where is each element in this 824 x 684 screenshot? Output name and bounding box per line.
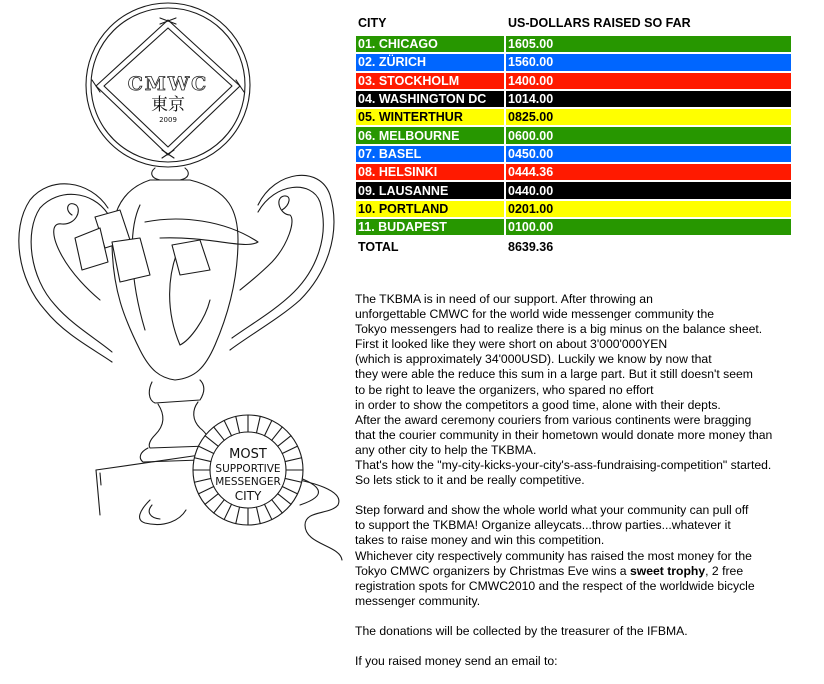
story-paragraph-intro (355, 292, 815, 488)
table-row (356, 164, 791, 180)
story-line: messenger community. (355, 593, 481, 608)
rosette-line-1: MOST (229, 447, 267, 462)
story-line: in order to show the competitors a good time, alone with their depts. (355, 397, 721, 412)
total-label: TOTAL (356, 237, 504, 255)
rosette-line-4: CITY (234, 489, 262, 503)
story-paragraph-call-to-action (355, 503, 815, 609)
city-cell: 03. STOCKHOLM (356, 73, 504, 89)
cmwc-medal (86, 3, 250, 167)
table-row (356, 73, 791, 89)
city-cell: 04. WASHINGTON DC (356, 91, 504, 107)
amount-cell: 1605.00 (506, 36, 791, 52)
story-line: Step forward and show the whole world what your community can pull off (355, 503, 749, 518)
medal-kanji-text: 東京 (151, 95, 185, 115)
medal-cmwc-text: CMWC (127, 73, 209, 95)
table-row (356, 36, 791, 52)
story-line: The TKBMA is in need of our support. After throwing an (355, 292, 653, 306)
rosette-line-3: MESSENGER (215, 476, 281, 488)
money-bills-icon (75, 210, 210, 282)
fundraising-story (355, 292, 815, 684)
story-line: takes to raise money and win this competition. (355, 533, 605, 548)
story-line: they were able the reduce this sum in a large part. But it still doesn't seem (355, 367, 753, 382)
story-line: (which is approximately 34'000USD). Luckily we know by now that (355, 352, 712, 367)
story-line: After the award ceremony couriers from various continents were bragging (355, 412, 752, 427)
table-row (356, 219, 791, 235)
story-line: to be right to leave the organizers, who spared no effort (355, 382, 654, 397)
trophy-cup (112, 180, 258, 380)
story-line: registration spots for CMWC2010 and the respect of the worldwide bicycle (355, 578, 755, 593)
table-header-row (356, 15, 791, 34)
story-paragraph-treasurer: The donations will be collected by the treasurer of the IFBMA. (355, 623, 688, 638)
city-cell: 02. ZÜRICH (356, 54, 504, 70)
header-city: CITY (358, 16, 387, 30)
amount-cell: 0100.00 (506, 219, 791, 235)
story-line: So lets stick to it and be really competitive. (355, 473, 585, 488)
most-supportive-rosette (193, 415, 303, 525)
city-cell: 06. MELBOURNE (356, 127, 504, 143)
table-row (356, 127, 791, 143)
prize-text-after: , 2 free (705, 563, 744, 578)
amount-cell: 1014.00 (506, 91, 791, 107)
amount-cell: 0825.00 (506, 109, 791, 125)
amount-cell: 1400.00 (506, 73, 791, 89)
story-line: to support the TKBMA! Organize alleycats...throw parties...whatever it (355, 518, 731, 533)
amount-cell: 0201.00 (506, 201, 791, 217)
city-cell: 11. BUDAPEST (356, 219, 504, 235)
trophy-right-handle (230, 175, 334, 350)
prize-line (355, 564, 815, 579)
story-line: any other city to help the TKBMA. (355, 442, 537, 457)
city-cell: 01. CHICAGO (356, 36, 504, 52)
story-paragraph-email: If you raised money send an email to: (355, 653, 558, 668)
total-row (356, 237, 791, 255)
table-row (356, 146, 791, 162)
trophy-illustration (0, 0, 350, 660)
table-row (356, 109, 791, 125)
story-line: unforgettable CMWC for the world wide messenger community the (355, 307, 715, 322)
amount-cell: 0440.00 (506, 182, 791, 198)
story-line: First it looked like they were short on about 3'000'000YEN (355, 337, 668, 352)
story-line: that the courier community in their hometown would donate more money than (355, 427, 773, 442)
city-cell: 05. WINTERTHUR (356, 109, 504, 125)
prize-text-before: Tokyo CMWC organizers by Christmas Eve wins a (355, 563, 630, 578)
city-cell: 10. PORTLAND (356, 201, 504, 217)
fundraising-standings-table (354, 13, 793, 258)
header-amount: US-DOLLARS RAISED SO FAR (508, 16, 691, 30)
city-cell: 09. LAUSANNE (356, 182, 504, 198)
amount-cell: 1560.00 (506, 54, 791, 70)
total-amount: 8639.36 (506, 237, 791, 255)
table-row (356, 91, 791, 107)
story-line: Whichever city respectively community has raised the most money for the (355, 548, 752, 563)
amount-cell: 0450.00 (506, 146, 791, 162)
amount-cell: 0600.00 (506, 127, 791, 143)
city-cell: 08. HELSINKI (356, 164, 504, 180)
table-row (356, 182, 791, 198)
sweet-trophy-text: sweet trophy (629, 563, 706, 578)
trophy-left-handle (19, 184, 112, 362)
amount-cell: 0444.36 (506, 164, 791, 180)
table-row (356, 54, 791, 70)
story-line: That's how the "my-city-kicks-your-city's-ass-fundraising-competition" started. (355, 458, 772, 473)
rosette-line-2: SUPPORTIVE (215, 463, 281, 475)
table-row (356, 201, 791, 217)
story-line: Tokyo messengers had to realize there is a big minus on the balance sheet. (355, 322, 763, 337)
medal-year-text: 2009 (159, 116, 177, 124)
city-cell: 07. BASEL (356, 146, 504, 162)
